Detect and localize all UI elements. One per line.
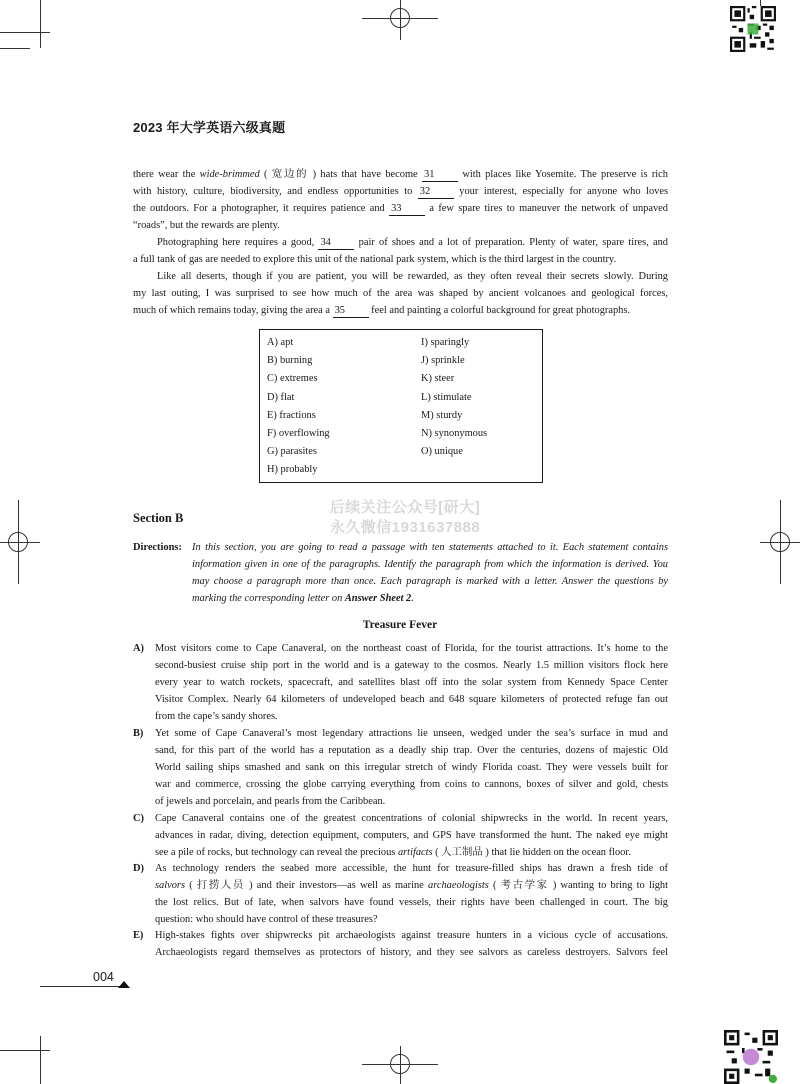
text-line	[133, 166, 668, 183]
paragraph-letter: C)	[133, 813, 144, 824]
paragraph-letter: B)	[133, 728, 144, 739]
text-run: Like all deserts, though if you are patient, you will be rewarded, as they often reveal their secrets slowly. During	[157, 271, 668, 282]
cloze-passage-paragraph	[133, 166, 668, 234]
text-run: from the cape’s sandy shores.	[155, 711, 278, 722]
directions-label: Directions:	[133, 542, 182, 553]
blank-number: 35	[333, 305, 369, 318]
italic-term: wide-brimmed	[199, 169, 260, 180]
text-line	[155, 776, 668, 793]
text-run: see a pile of rocks, but technology can reveal the precious	[155, 847, 398, 858]
paragraph-body	[155, 860, 668, 928]
text-line	[155, 927, 668, 944]
page-header-title: 2023 年大学英语六级真题	[133, 120, 286, 135]
directions-text: In this section, you are going to read a passage with ten statements attached to it. Each statement contains information given in one of the paragraphs. Identify the paragraph from which the information is derived. You may choose a paragraph more than once. Each paragraph is marked with a letter. Answer the questions by marking the corresponding letter on Answer Sheet 2.	[192, 542, 668, 604]
text-run: Yet some of Cape Canaveral’s most legendary attractions lie unseen, wedged under the sea’s surface in mud and	[155, 728, 668, 739]
text-run: a few spare tires to maneuver the network of unpaved	[425, 203, 668, 214]
paragraph-body	[155, 640, 668, 725]
text-line	[133, 217, 668, 234]
paragraph-letter: E)	[133, 930, 144, 941]
word-bank-option: L) stimulate	[421, 391, 472, 403]
text-run: second-busiest cruise ship port in the world and is a gateway to the cosmos. Nearly 1.5 million visitors flock here	[155, 660, 668, 671]
text-line	[133, 302, 668, 319]
text-line	[155, 725, 668, 742]
text-run: war and commerce, crossing the globe carrying everything from coins to cannons, boxes of silver and gold, chests	[155, 779, 668, 790]
passage-title: Treasure Fever	[362, 619, 438, 631]
word-bank-option: F) overflowing	[267, 427, 330, 439]
word-bank-option: N) synonymous	[421, 427, 488, 439]
text-line	[155, 827, 668, 844]
footer-rule	[40, 986, 120, 987]
paragraph-body	[155, 810, 668, 861]
italic-term: artifacts	[397, 847, 433, 858]
italic-term: salvors	[155, 880, 186, 891]
word-bank-option: D) flat	[267, 391, 295, 403]
text-line	[133, 234, 668, 251]
text-run: with places like Yosemite. The preserve is rich	[458, 169, 668, 180]
text-line	[155, 844, 668, 861]
cloze-passage-paragraph	[133, 234, 668, 268]
paragraph-body	[155, 927, 668, 961]
text-line	[155, 674, 668, 691]
text-run: “roads”, but the rewards are plenty.	[133, 220, 280, 231]
cloze-passage-paragraph	[133, 268, 668, 319]
text-run: my last outing, I was surprised to see how much of the area was shaped by ancient volcanoes and geological forces,	[133, 288, 668, 299]
text-line	[155, 742, 668, 759]
text-run: with history, culture, biodiversity, and endless opportunities to	[133, 186, 418, 197]
word-bank-left-column	[267, 334, 330, 480]
text-line	[155, 793, 668, 810]
qr-code-icon	[730, 6, 776, 52]
text-run: much of which remains today, giving the area a	[133, 305, 333, 316]
text-run: World sailing ships smashed and sank on this irregular stretch of windy Florida coast. They were vessels built for	[155, 762, 668, 773]
text-line	[155, 944, 668, 961]
text-run: of jewels and porcelain, and pearls from the Caribbean.	[155, 796, 386, 807]
text-line	[155, 657, 668, 674]
text-run: Photographing here requires a good,	[157, 237, 319, 248]
italic-term: archaeologists	[428, 880, 489, 891]
word-bank-option: C) extremes	[267, 373, 318, 385]
text-run: ( 宽边的 ) hats that have become	[259, 169, 422, 180]
text-run: ( 考古学家 ) wanting to bring to light	[488, 880, 668, 891]
registration-mark	[390, 1054, 410, 1074]
text-run: every year to watch rockets, spacecraft, and satellites blast off into the solar system from Kennedy Space Center	[155, 677, 668, 688]
text-run: the lost relics. But of late, when salvors have found vessels, their rights have been challenged in court. The big	[155, 897, 668, 908]
text-run: ( 人工制品 ) that lie hidden on the ocean floor.	[432, 847, 631, 858]
word-bank-right-column	[421, 334, 487, 461]
text-run: Archaeologists regard themselves as protectors of history, and they see salvors as careless destroyers. Salvors feel	[155, 947, 668, 958]
word-bank-option: E) fractions	[267, 409, 316, 421]
text-line	[155, 708, 668, 725]
text-run: Cape Canaveral contains one of the greatest concentrations of colonial shipwrecks in the world. In recent years,	[155, 813, 668, 824]
text-run: your interest, especially for anyone who loves	[453, 186, 668, 197]
word-bank-option: I) sparingly	[421, 337, 470, 348]
word-bank-option: K) steer	[421, 373, 455, 385]
section-heading: Section B	[133, 511, 184, 525]
text-run: As technology renders the seabed more accessible, the hunt for treasure-filled ships has drawn a fresh tide of	[155, 863, 668, 874]
qr-code-icon	[724, 1030, 778, 1084]
text-line	[155, 810, 668, 827]
paragraph-body	[155, 725, 668, 810]
text-line	[133, 183, 668, 200]
text-line	[133, 285, 668, 302]
crop-mark	[40, 0, 41, 48]
text-line	[155, 640, 668, 657]
registration-mark	[8, 532, 28, 552]
blank-number: 31	[422, 169, 458, 182]
text-run: ( 打捞人员 ) and their investors—as well as marine	[185, 880, 428, 891]
word-bank-option: O) unique	[421, 446, 463, 458]
text-line	[133, 268, 668, 285]
triangle-icon	[118, 981, 130, 988]
text-run: Most visitors come to Cape Canaveral, on the northeast coast of Florida, for the tourist attractions. It’s home to the	[155, 643, 668, 654]
registration-mark	[390, 8, 410, 28]
registration-mark	[770, 532, 790, 552]
word-bank-option: H) probably	[267, 464, 318, 476]
text-run: Visitor Complex. Nearly 64 kilometers of undeveloped beach and 648 square kilometers of protected refuge fan out	[155, 694, 668, 705]
text-line	[155, 691, 668, 708]
text-run: question: who should have control of these treasures?	[155, 914, 378, 925]
paragraph-letter: D)	[133, 863, 144, 874]
word-bank-option: G) parasites	[267, 446, 317, 458]
text-line	[155, 894, 668, 911]
word-bank-option: A) apt	[267, 337, 294, 348]
blank-number: 33	[389, 203, 425, 216]
paragraph-letter: A)	[133, 643, 144, 654]
text-line	[133, 200, 668, 217]
crop-mark	[0, 1050, 50, 1051]
crop-mark	[0, 48, 30, 49]
word-bank-option: B) burning	[267, 355, 313, 367]
word-bank-option: J) sprinkle	[421, 355, 465, 367]
word-bank-option: M) sturdy	[421, 409, 463, 421]
text-run: the outdoors. For a photographer, it requires patience and	[133, 203, 390, 214]
text-line	[155, 759, 668, 776]
crop-mark	[40, 1036, 41, 1084]
blank-number: 34	[318, 237, 354, 250]
text-line	[155, 877, 668, 894]
text-line	[133, 251, 668, 268]
watermark: 后续关注公众号[研大] 永久微信1931637888	[329, 499, 481, 536]
text-line	[155, 860, 668, 877]
text-run: feel and painting a colorful background for great photographs.	[368, 305, 630, 316]
text-run: High-stakes fights over shipwrecks pit archaeologists against treasure hunters in a vicious cycle of accusations.	[155, 930, 668, 941]
text-run: pair of shoes and a lot of preparation. Plenty of water, spare tires, and	[354, 237, 669, 248]
page-number: 004	[93, 970, 114, 984]
blank-number: 32	[418, 186, 454, 199]
text-run: sand, for this part of the world has a reputation as a deadly ship trap. Over the centuries, dozens of majestic Old	[155, 745, 668, 756]
crop-mark	[0, 32, 50, 33]
text-run: advances in radar, diving, detection equipment, computers, and GPS have transformed the hunt. The naked eye might	[155, 830, 668, 841]
text-run: a full tank of gas are needed to explore this unit of the national park system, which is the third largest in the country.	[133, 254, 617, 265]
text-line	[155, 911, 668, 928]
word-bank	[259, 329, 543, 483]
text-run: there wear the	[133, 169, 200, 180]
